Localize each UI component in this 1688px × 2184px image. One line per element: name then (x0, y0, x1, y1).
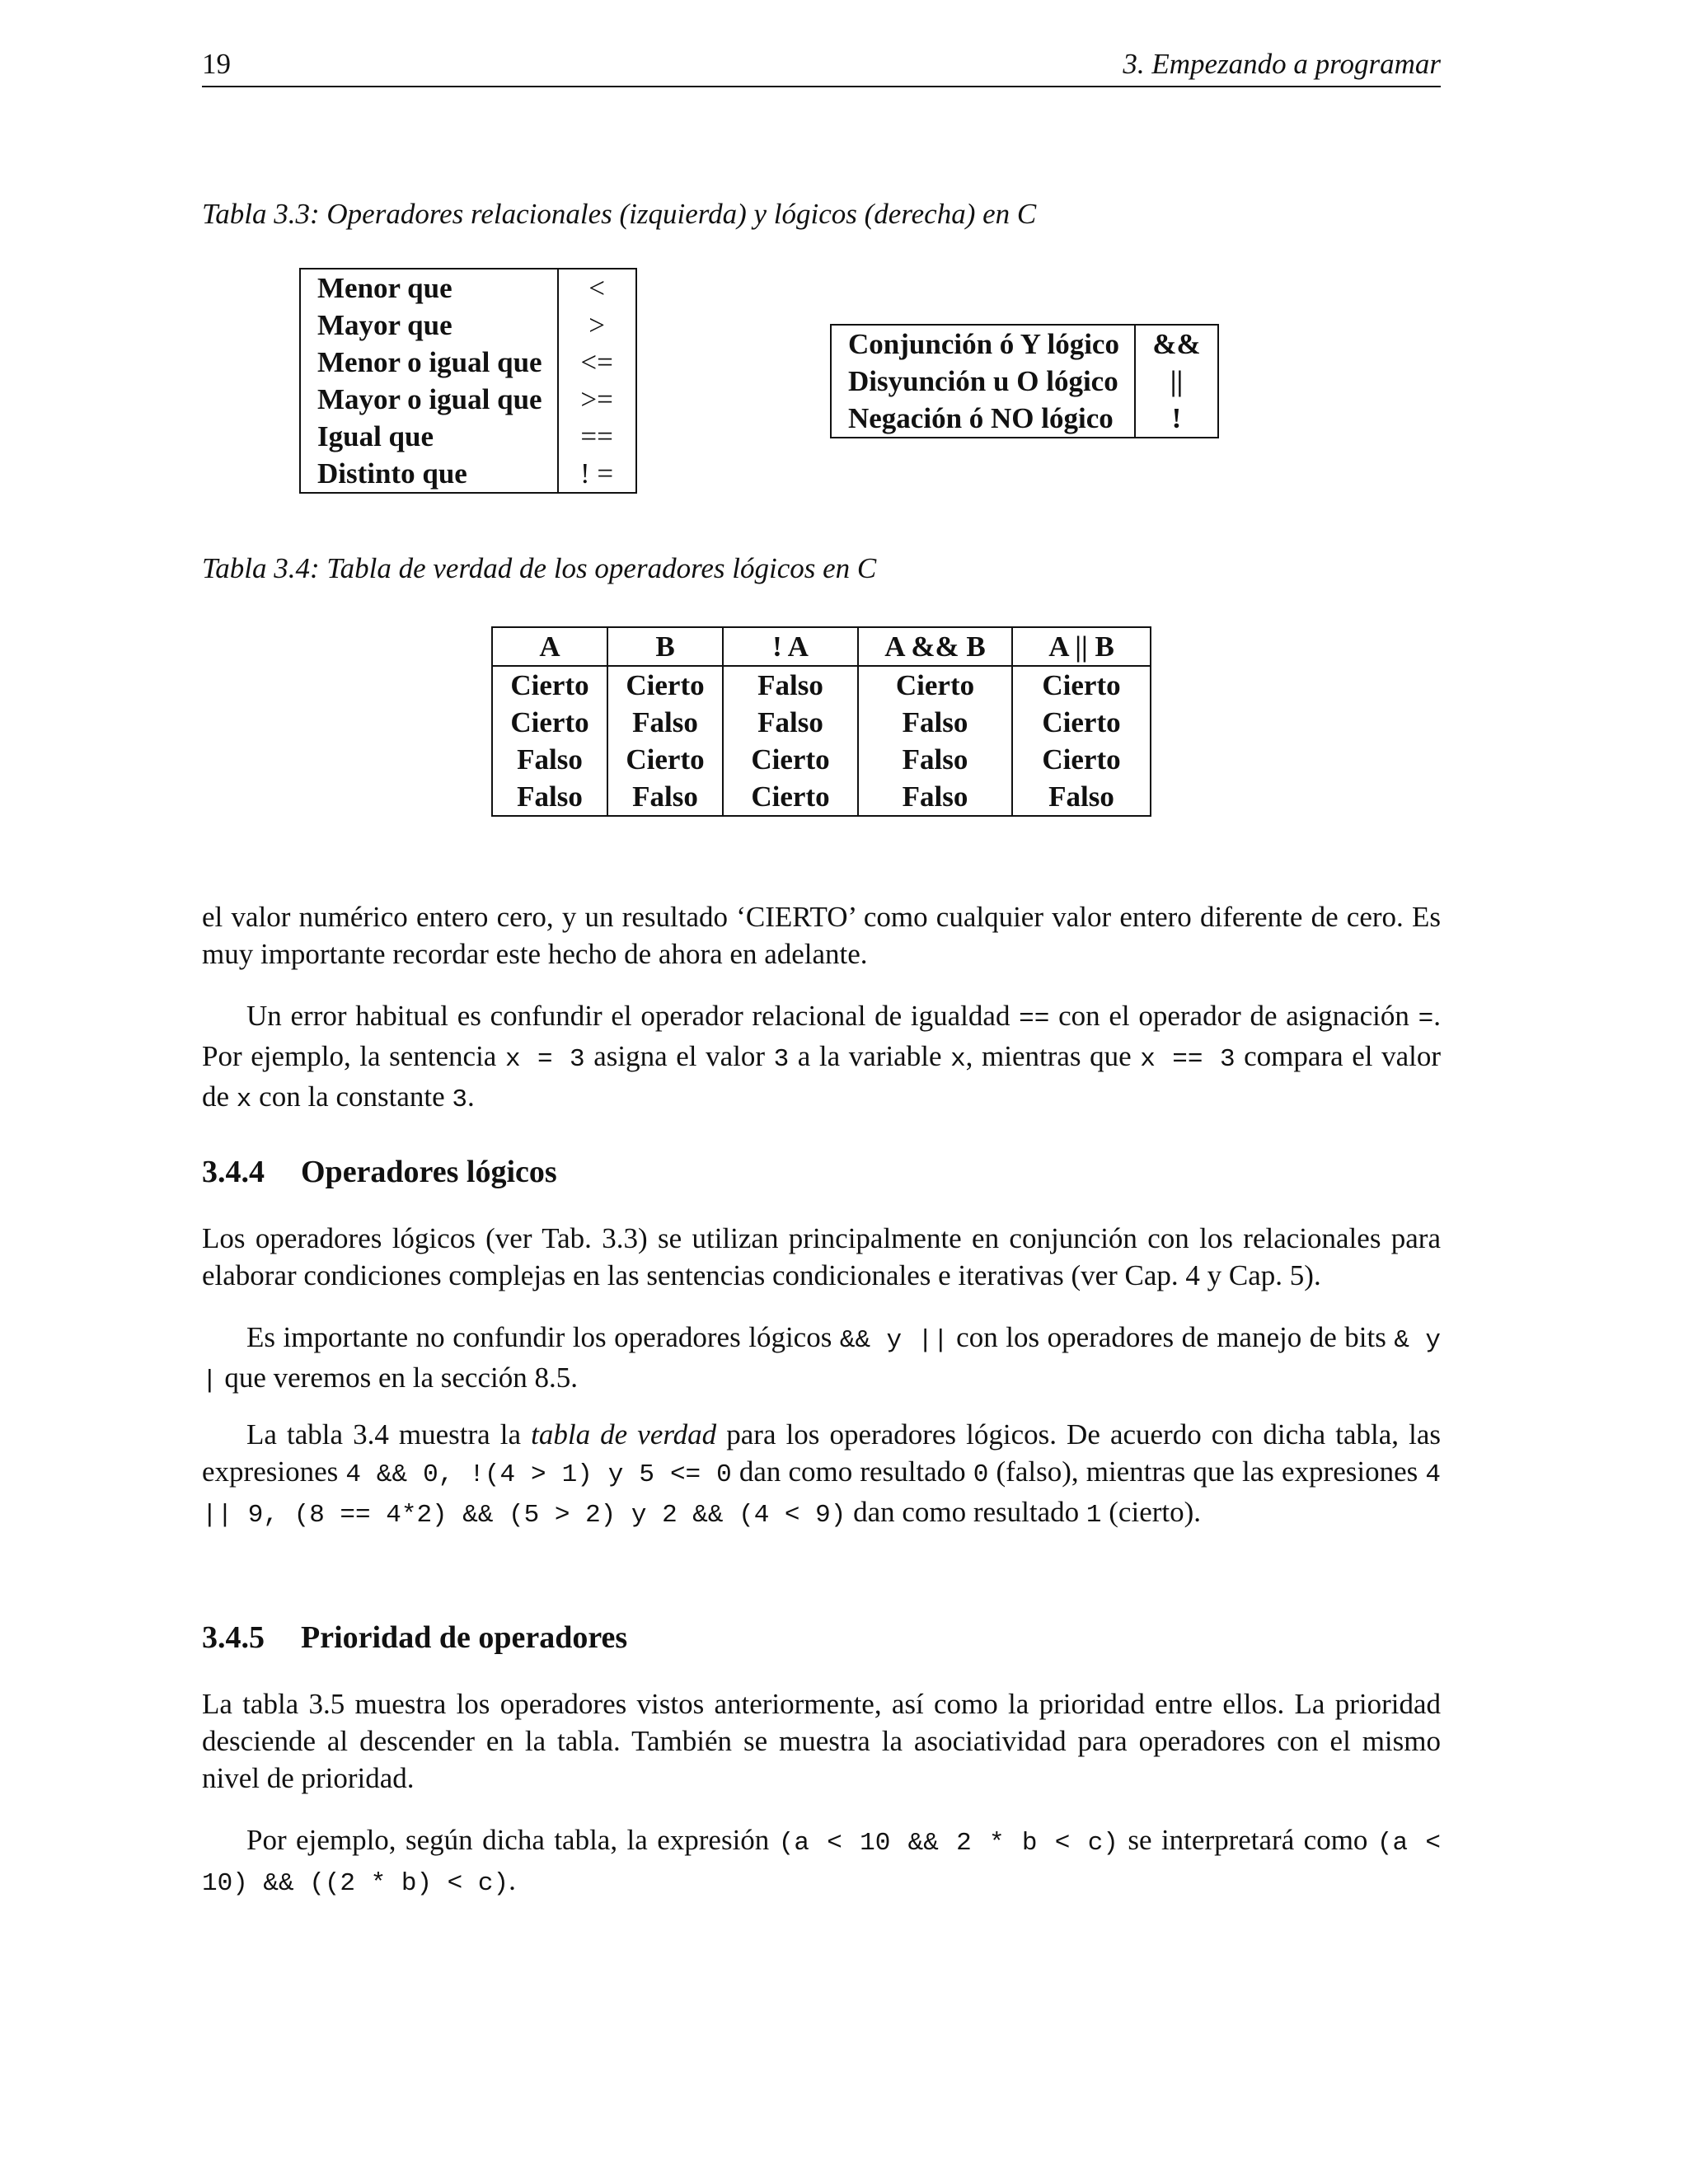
table-row (300, 269, 636, 307)
table-cell: Cierto (1012, 741, 1151, 778)
table-cell: Falso (858, 741, 1012, 778)
paragraph-priority-example (202, 1821, 1441, 1902)
text-run: para los operadores lógicos. De acuerdo con dicha tabla, las expresiones (202, 1418, 1441, 1488)
text-run: . (467, 1080, 475, 1113)
table-cell: Falso (517, 780, 583, 813)
table-cell: Falso (1012, 778, 1151, 816)
text-run: a la variable (789, 1040, 951, 1072)
table-row (300, 455, 636, 493)
emphasis: tabla de verdad (531, 1418, 717, 1451)
code-inline: & y | (202, 1326, 1441, 1395)
text-run: . (509, 1864, 516, 1896)
code-inline: x = 3 (504, 1045, 585, 1074)
paragraph-logical-intro: Los operadores lógicos (ver Tab. 3.3) se utilizan principalmente en conjunción con los relacionales para elaborar condiciones complejas en las sentencias condicionales e iterativas (ver Cap. 4 y Cap. 5). (202, 1222, 1441, 1291)
operator-label: Menor o igual que (317, 346, 542, 378)
column-header: ! A (723, 627, 858, 666)
text-run: (cierto). (1101, 1496, 1202, 1528)
operator-symbol: < (558, 269, 636, 307)
operator-symbol: >= (558, 381, 636, 418)
column-header: A && B (858, 627, 1012, 666)
operator-symbol: <= (558, 344, 636, 381)
text-run: que veremos en la sección 8.5. (217, 1361, 578, 1394)
text-run: Un error habitual es confundir el operador relacional de igualdad (246, 1000, 1020, 1032)
table-row (300, 307, 636, 344)
operator-symbol: && (1135, 325, 1218, 363)
text-run: Por ejemplo, según dicha tabla, la expresión (246, 1824, 779, 1856)
table-cell: Cierto (1012, 704, 1151, 741)
operator-label: Disyunción u O lógico (848, 365, 1118, 397)
table-row (831, 400, 1218, 438)
code-inline: && y || (839, 1326, 949, 1355)
table-cell: Cierto (510, 669, 589, 701)
text-run: . Por ejemplo, la sentencia (202, 1000, 1441, 1072)
table-row (492, 778, 1151, 816)
column-header: A (492, 627, 607, 666)
running-header (202, 43, 1441, 87)
table-cell: Cierto (723, 741, 858, 778)
code-inline: == (1019, 1005, 1050, 1033)
table-header-row (492, 627, 1151, 666)
text-run: (falso), mientras que las expresiones (988, 1455, 1426, 1488)
table-cell: Cierto (607, 666, 723, 704)
operator-label: Negación ó NO lógico (848, 402, 1114, 434)
table-row (831, 363, 1218, 400)
text-run: , mientras que (965, 1040, 1141, 1072)
table-cell: Falso (517, 743, 583, 776)
code-inline: 3 (773, 1045, 790, 1074)
table-row (300, 381, 636, 418)
table-row (492, 666, 1151, 704)
relational-operators-table (299, 268, 637, 494)
operator-symbol: == (558, 418, 636, 455)
table-cell: Falso (723, 666, 858, 704)
table-cell: Cierto (858, 666, 1012, 704)
section-number: 3.4.4 (202, 1155, 265, 1189)
text-run: dan como resultado (846, 1496, 1086, 1528)
table-row (300, 418, 636, 455)
table-3-3-caption: Tabla 3.3: Operadores relacionales (izquierda) y lógicos (derecha) en C (202, 198, 1037, 230)
table-3-4-caption: Tabla 3.4: Tabla de verdad de los operadores lógicos en C (202, 552, 877, 584)
table-row (492, 741, 1151, 778)
code-inline: (a < 10 && 2 * b < c) (778, 1829, 1118, 1858)
paragraph-continuation: el valor numérico entero cero, y un resultado ‘CIERTO’ como cualquier valor entero diferente de cero. Es muy importante recordar este hecho de ahora en adelante. (202, 901, 1441, 970)
paragraph-priority-intro: La tabla 3.5 muestra los operadores vistos anteriormente, así como la prioridad entre ellos. La prioridad desciende al descender en la tabla. También se muestra la asociatividad para operadores con el mismo nivel de prioridad. (202, 1688, 1441, 1794)
code-inline: = (1418, 1005, 1434, 1033)
operator-symbol: || (1135, 363, 1218, 400)
table-cell: Cierto (723, 778, 858, 816)
operator-label: Igual que (317, 420, 434, 452)
table-cell: Falso (858, 778, 1012, 816)
truth-table (491, 626, 1151, 817)
operator-label: Conjunción ó Y lógico (848, 328, 1119, 360)
code-inline: 3 (452, 1085, 467, 1114)
column-header: A || B (1012, 627, 1151, 666)
column-header: B (607, 627, 723, 666)
section-number: 3.4.5 (202, 1620, 265, 1655)
text-run: dan como resultado (731, 1455, 973, 1488)
table-cell: Cierto (1012, 666, 1151, 704)
table-row (831, 325, 1218, 363)
paragraph-truth-table-examples (202, 1416, 1441, 1534)
code-inline: x (236, 1085, 252, 1114)
code-inline: 0 (973, 1460, 989, 1489)
code-inline: 1 (1085, 1501, 1102, 1530)
code-inline: 4 || 9, (8 == 4*2) && (5 > 2) y 2 && (4 < 9) (202, 1460, 1441, 1530)
operator-symbol: ! = (558, 455, 636, 493)
text-run: con los operadores de manejo de bits (948, 1321, 1395, 1353)
table-cell: Falso (858, 704, 1012, 741)
text-run: con el operador de asignación (1049, 1000, 1418, 1032)
operator-label: Menor que (317, 272, 452, 304)
table-cell: Falso (723, 704, 858, 741)
page-number: 19 (202, 48, 231, 80)
section-heading-logical-operators (202, 1154, 557, 1190)
code-inline: 4 && 0, !(4 > 1) y 5 <= 0 (345, 1460, 732, 1489)
code-inline: (a < 10) && ((2 * b) < c) (202, 1829, 1441, 1898)
paragraph-bitwise-note (202, 1319, 1441, 1399)
chapter-title: 3. Empezando a programar (1123, 48, 1441, 80)
text-run: asigna el valor (584, 1040, 774, 1072)
table-cell: Cierto (510, 706, 589, 738)
table-cell: Falso (607, 704, 723, 741)
operator-symbol: ! (1135, 400, 1218, 438)
text-run: se interpretará como (1118, 1824, 1377, 1856)
operator-symbol: > (558, 307, 636, 344)
text-run: con la constante (251, 1080, 452, 1113)
section-heading-operator-priority (202, 1619, 627, 1656)
table-row (492, 704, 1151, 741)
table-cell: Falso (607, 778, 723, 816)
operator-label: Mayor o igual que (317, 383, 542, 415)
code-inline: x (950, 1045, 966, 1074)
table-row (300, 344, 636, 381)
table-cell: Cierto (607, 741, 723, 778)
text-run: La tabla 3.4 muestra la (246, 1418, 532, 1451)
text-run: Es importante no confundir los operadores lógicos (246, 1321, 840, 1353)
section-title: Operadores lógicos (301, 1155, 557, 1189)
logical-operators-table (830, 324, 1219, 438)
operator-label: Mayor que (317, 309, 452, 341)
code-inline: x == 3 (1140, 1045, 1236, 1074)
paragraph-assignment-error (202, 997, 1441, 1118)
section-title: Prioridad de operadores (301, 1620, 628, 1655)
text-run: compara el valor de (202, 1040, 1441, 1113)
operator-label: Distinto que (317, 457, 467, 490)
